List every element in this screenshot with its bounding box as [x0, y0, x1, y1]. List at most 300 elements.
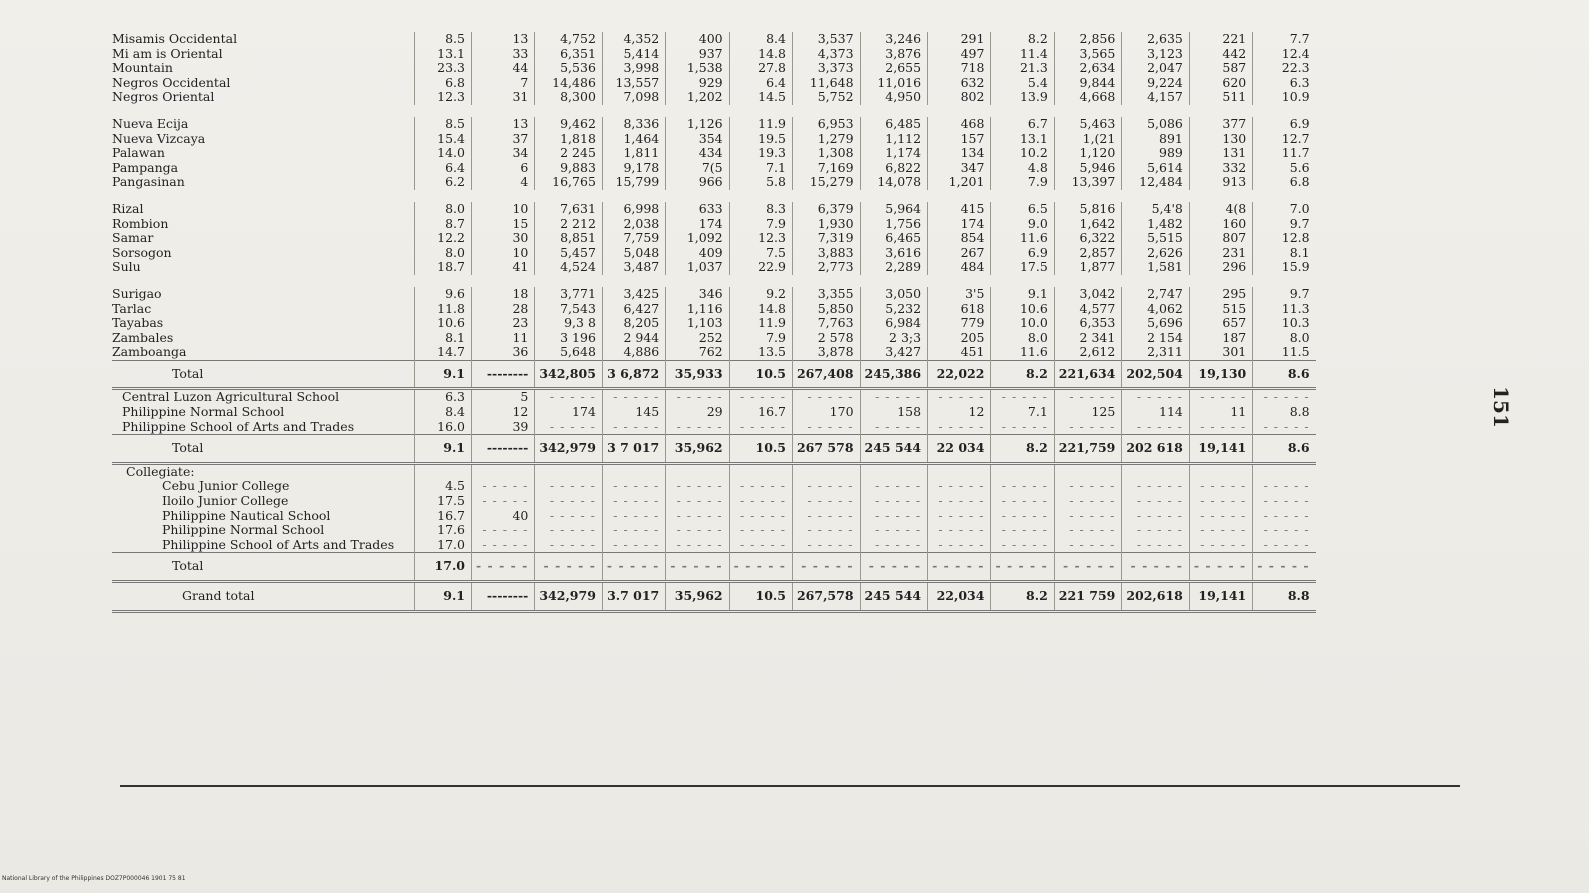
row-label: Philippine Normal School: [162, 522, 325, 538]
table-cell: 16.7: [415, 509, 472, 524]
table-cell: - - - - -: [860, 389, 928, 405]
table-cell: 3,427: [860, 345, 928, 360]
table-cell: - - - - -: [1253, 509, 1316, 524]
row-label: Zambales: [112, 329, 174, 345]
table-cell: 6.9: [991, 246, 1054, 261]
table-cell: 17.0: [415, 538, 472, 553]
row-label: Total: [112, 360, 415, 389]
table-cell: 36: [472, 345, 535, 360]
table-cell: 5,648: [535, 345, 603, 360]
table-cell: 1,037: [666, 260, 729, 275]
table-cell: 15,279: [792, 175, 860, 190]
table-cell: 9.0: [991, 217, 1054, 232]
table-cell: 9,883: [535, 161, 603, 176]
table-cell: - - - - -: [535, 538, 603, 553]
table-cell: - - - - -: [1054, 420, 1122, 435]
table-cell: 4,062: [1122, 302, 1190, 317]
table-cell: 8.8: [1253, 405, 1316, 420]
table-cell: - - - - -: [729, 389, 792, 405]
table-cell: 332: [1189, 161, 1252, 176]
row-label: Pampanga: [112, 159, 179, 175]
table-cell: - - - - -: [928, 509, 991, 524]
table-cell: 2,289: [860, 260, 928, 275]
table-cell: - - - - -: [792, 479, 860, 494]
table-cell: 7,759: [602, 231, 665, 246]
table-cell: 7.5: [729, 246, 792, 261]
table-cell: [1122, 463, 1190, 479]
table-cell: 12.4: [1253, 47, 1316, 62]
table-cell: 2,857: [1054, 246, 1122, 261]
row-label: Pangasinan: [112, 174, 185, 190]
table-cell: 5,086: [1122, 117, 1190, 132]
table-cell: 3.7 017: [602, 582, 665, 612]
table-cell: 1,112: [860, 132, 928, 147]
table-cell: 11.4: [991, 47, 1054, 62]
table-cell: 620: [1189, 76, 1252, 91]
table-cell: [1253, 463, 1316, 479]
table-cell: - - - - -: [928, 538, 991, 553]
table-cell: 5,536: [535, 61, 603, 76]
table-cell: 134: [928, 146, 991, 161]
table-cell: 28: [472, 302, 535, 317]
table-cell: 221,759: [1054, 435, 1122, 464]
table-cell: 5,463: [1054, 117, 1122, 132]
table-cell: 7,169: [792, 161, 860, 176]
table-cell: - - - - -: [991, 509, 1054, 524]
table-cell: - - - - -: [472, 523, 535, 538]
table-cell: 18.7: [415, 260, 472, 275]
table-cell: - - - - -: [991, 420, 1054, 435]
table-cell: 891: [1122, 132, 1190, 147]
row-label: Mi am is Oriental: [112, 45, 223, 61]
table-cell: - - - - -: [1122, 494, 1190, 509]
table-cell: 8,205: [602, 316, 665, 331]
table-cell: 9.1: [991, 287, 1054, 302]
table-cell: 13.5: [729, 345, 792, 360]
table-cell: 15.9: [1253, 260, 1316, 275]
table-cell: 9.7: [1253, 287, 1316, 302]
table-cell: 35,962: [666, 435, 729, 464]
table-cell: 34: [472, 146, 535, 161]
row-label: Grand total: [112, 582, 415, 612]
table-cell: 3 7 017: [602, 435, 665, 464]
table-cell: 6.9: [1253, 117, 1316, 132]
table-cell: 8,336: [602, 117, 665, 132]
table-cell: 8.0: [415, 202, 472, 217]
table-cell: 19.3: [729, 146, 792, 161]
table-row: [112, 553, 1316, 582]
table-cell: 3,355: [792, 287, 860, 302]
table-cell: 6,998: [602, 202, 665, 217]
table-cell: 451: [928, 345, 991, 360]
table-cell: 929: [666, 76, 729, 91]
table-cell: 5,946: [1054, 161, 1122, 176]
table-cell: 354: [666, 132, 729, 147]
row-label: Sorsogon: [112, 244, 172, 260]
table-cell: 19,141: [1189, 582, 1252, 612]
footer-credit: National Library of the Philippines DOZ7P000046 1901 75 81: [2, 875, 186, 882]
row-label: Tarlac: [112, 300, 152, 316]
table-cell: 8.1: [415, 331, 472, 346]
table-cell: - - - - -: [472, 553, 535, 582]
table-cell: 6.7: [991, 117, 1054, 132]
table-cell: - - - - -: [928, 389, 991, 405]
row-label: Iloilo Junior College: [162, 493, 289, 509]
table-cell: 1,642: [1054, 217, 1122, 232]
table-cell: 6,822: [860, 161, 928, 176]
table-cell: 22,034: [928, 582, 991, 612]
table-cell: - - - - -: [928, 420, 991, 435]
table-cell: 13.1: [415, 47, 472, 62]
table-cell: 17.0: [415, 553, 472, 582]
row-label: Sulu: [112, 259, 141, 275]
table-cell: 8.0: [1253, 331, 1316, 346]
table-cell: 9.1: [415, 582, 472, 612]
table-cell: 187: [1189, 331, 1252, 346]
table-cell: 13: [472, 117, 535, 132]
table-cell: 913: [1189, 175, 1252, 190]
table-cell: 1,279: [792, 132, 860, 147]
table-cell: 11,648: [792, 76, 860, 91]
table-row: [112, 61, 1316, 76]
table-cell: - - - - -: [991, 494, 1054, 509]
table-cell: 12.3: [729, 231, 792, 246]
table-cell: 7.1: [729, 161, 792, 176]
table-cell: 3,565: [1054, 47, 1122, 62]
table-cell: 5,457: [535, 246, 603, 261]
table-cell: 9,224: [1122, 76, 1190, 91]
page-number: 151: [1488, 386, 1513, 428]
table-cell: 296: [1189, 260, 1252, 275]
table-cell: [792, 463, 860, 479]
table-cell: - - - - -: [666, 479, 729, 494]
table-cell: 7.9: [729, 331, 792, 346]
table-cell: 170: [792, 405, 860, 420]
table-cell: 15,799: [602, 175, 665, 190]
table-row: [112, 494, 1316, 509]
table-cell: 2,038: [602, 217, 665, 232]
table-cell: - - - - -: [1253, 420, 1316, 435]
table-cell: 7,098: [602, 90, 665, 105]
table-cell: 1,482: [1122, 217, 1190, 232]
row-label: Surigao: [112, 285, 162, 301]
table-cell: 3,246: [860, 32, 928, 47]
table-cell: 2 3;3: [860, 331, 928, 346]
table-cell: 10.0: [991, 316, 1054, 331]
table-cell: - - - - -: [602, 509, 665, 524]
bottom-rule: [120, 785, 1460, 787]
table-cell: - - - - -: [1054, 479, 1122, 494]
row-label: Philippine Normal School: [122, 404, 285, 420]
table-cell: 1,756: [860, 217, 928, 232]
table-row: [112, 146, 1316, 161]
table-cell: - - - - -: [991, 479, 1054, 494]
table-cell: 5,850: [792, 302, 860, 317]
table-cell: 39: [472, 420, 535, 435]
table-cell: 2,856: [1054, 32, 1122, 47]
table-cell: 7.9: [991, 175, 1054, 190]
table-cell: 9,178: [602, 161, 665, 176]
table-cell: - - - - -: [860, 494, 928, 509]
table-cell: 2,655: [860, 61, 928, 76]
table-cell: 6.8: [415, 76, 472, 91]
table-cell: - - - - -: [1054, 494, 1122, 509]
table-cell: 4,577: [1054, 302, 1122, 317]
table-cell: - - - - -: [535, 553, 603, 582]
table-cell: - - - - -: [729, 494, 792, 509]
table-cell: 21.3: [991, 61, 1054, 76]
table-cell: - - - - -: [1122, 553, 1190, 582]
table-row: [112, 316, 1316, 331]
table-cell: --------: [472, 360, 535, 389]
table-row: [112, 389, 1316, 405]
table-cell: 5,4'8: [1122, 202, 1190, 217]
table-cell: 2,634: [1054, 61, 1122, 76]
table-cell: 6.4: [729, 76, 792, 91]
table-cell: 8.8: [1253, 582, 1316, 612]
table-cell: - - - - -: [1054, 538, 1122, 553]
table-cell: - - - - -: [792, 553, 860, 582]
table-cell: 5,614: [1122, 161, 1190, 176]
table-cell: 1,103: [666, 316, 729, 331]
table-cell: 13,397: [1054, 175, 1122, 190]
table-cell: 13.1: [991, 132, 1054, 147]
table-cell: 5,414: [602, 47, 665, 62]
table-row: [112, 302, 1316, 317]
table-cell: 6.2: [415, 175, 472, 190]
table-cell: - - - - -: [666, 420, 729, 435]
table-cell: [991, 463, 1054, 479]
table-cell: - - - - -: [602, 553, 665, 582]
table-cell: - - - - -: [666, 538, 729, 553]
row-label: Philippine Nautical School: [162, 507, 331, 523]
table-cell: 9,462: [535, 117, 603, 132]
table-cell: 3,998: [602, 61, 665, 76]
row-label: Philippine School of Arts and Trades: [162, 536, 395, 552]
table-cell: 1,126: [666, 117, 729, 132]
table-cell: 1,538: [666, 61, 729, 76]
table-cell: 14.5: [729, 90, 792, 105]
table-cell: 27.8: [729, 61, 792, 76]
table-cell: 9.6: [415, 287, 472, 302]
table-cell: 158: [860, 405, 928, 420]
table-cell: 618: [928, 302, 991, 317]
table-cell: 174: [666, 217, 729, 232]
table-cell: 267,578: [792, 582, 860, 612]
table-cell: 802: [928, 90, 991, 105]
table-cell: 434: [666, 146, 729, 161]
table-cell: 23.3: [415, 61, 472, 76]
table-cell: 19,141: [1189, 435, 1252, 464]
table-cell: - - - - -: [1189, 479, 1252, 494]
row-label: Central Luzon Agricultural School: [122, 389, 340, 405]
table-cell: 9,3 8: [535, 316, 603, 331]
table-cell: 267 578: [792, 435, 860, 464]
table-cell: 966: [666, 175, 729, 190]
table-row: [112, 47, 1316, 62]
table-cell: 11.9: [729, 117, 792, 132]
table-cell: 3'5: [928, 287, 991, 302]
table-cell: 8.6: [1253, 360, 1316, 389]
table-row: [112, 405, 1316, 420]
table-cell: - - - - -: [1054, 389, 1122, 405]
table-cell: 12.2: [415, 231, 472, 246]
table-cell: [415, 463, 472, 479]
table-cell: 6.3: [415, 389, 472, 405]
table-cell: 301: [1189, 345, 1252, 360]
table-cell: - - - - -: [1122, 420, 1190, 435]
table-cell: 6.8: [1253, 175, 1316, 190]
table-cell: 511: [1189, 90, 1252, 105]
table-cell: - - - - -: [602, 538, 665, 553]
table-cell: - - - - -: [1189, 494, 1252, 509]
table-row: [112, 246, 1316, 261]
table-cell: 221 759: [1054, 582, 1122, 612]
table-cell: 1,464: [602, 132, 665, 147]
table-cell: - - - - -: [792, 420, 860, 435]
table-cell: 11.8: [415, 302, 472, 317]
table-cell: 6,465: [860, 231, 928, 246]
table-cell: 13: [472, 32, 535, 47]
table-cell: 2,047: [1122, 61, 1190, 76]
table-cell: 3,537: [792, 32, 860, 47]
table-cell: - - - - -: [1253, 389, 1316, 405]
table-cell: - - - - -: [1253, 494, 1316, 509]
table-cell: 6,322: [1054, 231, 1122, 246]
table-cell: [860, 463, 928, 479]
table-cell: - - - - -: [991, 389, 1054, 405]
table-cell: 1,174: [860, 146, 928, 161]
table-cell: [729, 463, 792, 479]
table-cell: 35,962: [666, 582, 729, 612]
table-cell: 1,930: [792, 217, 860, 232]
row-label: Zamboanga: [112, 344, 187, 360]
table-cell: 114: [1122, 405, 1190, 420]
table-cell: - - - - -: [602, 479, 665, 494]
table-cell: 3 6,872: [602, 360, 665, 389]
table-cell: 5.6: [1253, 161, 1316, 176]
row-label: Tayabas: [112, 315, 164, 331]
table-cell: 14,078: [860, 175, 928, 190]
table-cell: --------: [472, 582, 535, 612]
table-cell: 29: [666, 405, 729, 420]
table-cell: 17.6: [415, 523, 472, 538]
table-cell: 17.5: [415, 494, 472, 509]
row-label: Philippine School of Arts and Trades: [122, 418, 355, 434]
table-cell: 515: [1189, 302, 1252, 317]
table-cell: 937: [666, 47, 729, 62]
table-cell: 9.1: [415, 360, 472, 389]
table-cell: 9.7: [1253, 217, 1316, 232]
table-cell: 3 196: [535, 331, 603, 346]
table-cell: - - - - -: [666, 523, 729, 538]
row-label: Cebu Junior College: [162, 478, 290, 494]
table-cell: 3,771: [535, 287, 603, 302]
table-row: [112, 479, 1316, 494]
table-cell: - - - - -: [666, 494, 729, 509]
table-row: [112, 231, 1316, 246]
table-cell: - - - - -: [1253, 479, 1316, 494]
table-cell: - - - - -: [472, 479, 535, 494]
table-cell: 10.6: [415, 316, 472, 331]
table-cell: - - - - -: [729, 553, 792, 582]
table-cell: 11: [472, 331, 535, 346]
table-cell: 989: [1122, 146, 1190, 161]
table-cell: 18: [472, 287, 535, 302]
table-cell: - - - - -: [991, 553, 1054, 582]
table-cell: 2,747: [1122, 287, 1190, 302]
table-cell: - - - - -: [729, 420, 792, 435]
table-row: [112, 76, 1316, 91]
table-cell: - - - - -: [602, 523, 665, 538]
table-cell: 13.9: [991, 90, 1054, 105]
table-cell: 4.5: [415, 479, 472, 494]
table-cell: 12: [472, 405, 535, 420]
table-cell: 11.6: [991, 345, 1054, 360]
table-cell: 37: [472, 132, 535, 147]
table-cell: 484: [928, 260, 991, 275]
table-cell: 131: [1189, 146, 1252, 161]
row-label: Total: [112, 435, 415, 464]
table-cell: 342,979: [535, 582, 603, 612]
table-cell: 221,634: [1054, 360, 1122, 389]
table-cell: 14.8: [729, 47, 792, 62]
table-cell: 5,964: [860, 202, 928, 217]
table-row: [112, 331, 1316, 346]
table-cell: 11.7: [1253, 146, 1316, 161]
table-cell: - - - - -: [928, 494, 991, 509]
table-cell: 632: [928, 76, 991, 91]
table-cell: 1,120: [1054, 146, 1122, 161]
table-cell: - - - - -: [792, 494, 860, 509]
table-cell: 11.9: [729, 316, 792, 331]
table-cell: - - - - -: [1253, 553, 1316, 582]
table-cell: 245 544: [860, 582, 928, 612]
table-cell: 11: [1189, 405, 1252, 420]
table-cell: 2 212: [535, 217, 603, 232]
row-label: Rombion: [112, 215, 169, 231]
table-row: [112, 32, 1316, 47]
table-cell: 1,092: [666, 231, 729, 246]
table-cell: 245 544: [860, 435, 928, 464]
table-cell: - - - - -: [602, 420, 665, 435]
table-cell: 23: [472, 316, 535, 331]
table-cell: - - - - -: [1054, 509, 1122, 524]
table-cell: 9,844: [1054, 76, 1122, 91]
table-cell: 130: [1189, 132, 1252, 147]
table-cell: - - - - -: [1122, 538, 1190, 553]
table-cell: 5,816: [1054, 202, 1122, 217]
table-cell: 8.7: [415, 217, 472, 232]
table-row: [112, 287, 1316, 302]
table-cell: 12.8: [1253, 231, 1316, 246]
table-cell: 7(5: [666, 161, 729, 176]
table-cell: 409: [666, 246, 729, 261]
table-cell: 8.4: [415, 405, 472, 420]
table-row: [112, 435, 1316, 464]
row-label: Total: [112, 553, 415, 582]
table-cell: - - - - -: [860, 553, 928, 582]
table-cell: 5,696: [1122, 316, 1190, 331]
table-cell: 11.5: [1253, 345, 1316, 360]
table-cell: 6.5: [991, 202, 1054, 217]
table-cell: 468: [928, 117, 991, 132]
table-row: [112, 161, 1316, 176]
table-cell: 2,635: [1122, 32, 1190, 47]
table-cell: 4: [472, 175, 535, 190]
table-cell: - - - - -: [729, 523, 792, 538]
table-cell: 8,300: [535, 90, 603, 105]
